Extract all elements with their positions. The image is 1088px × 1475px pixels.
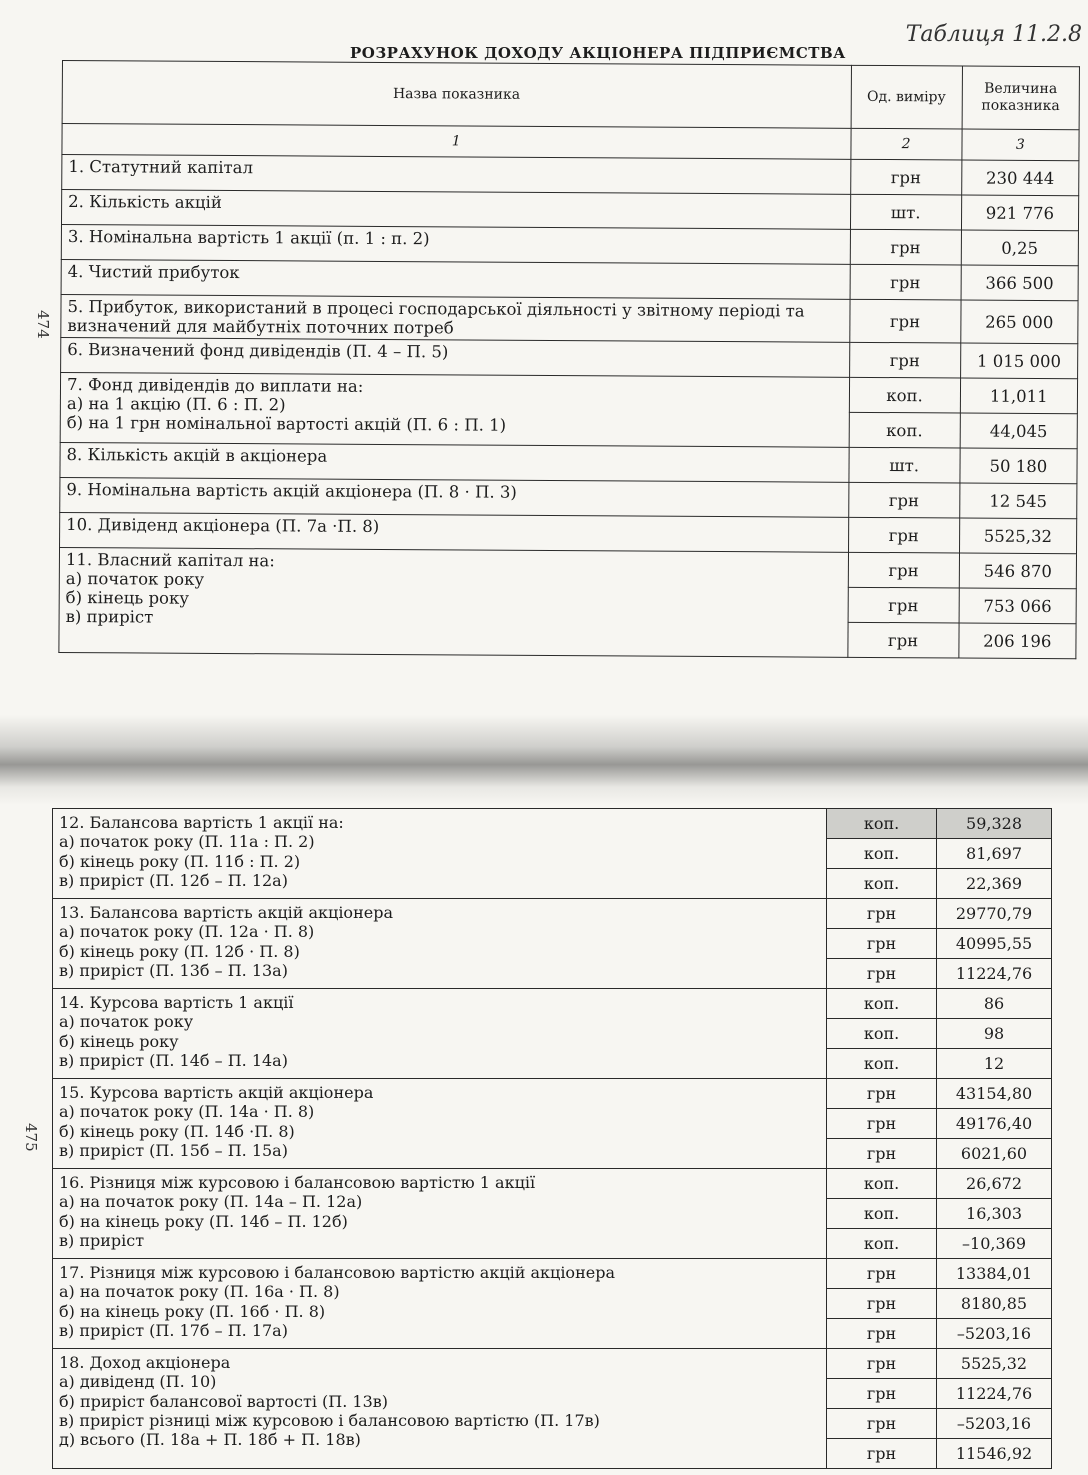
row-label: 8. Кількість акцій в акціонера [60,442,849,482]
page-number-bottom: 475 [22,1123,40,1152]
header-row [62,61,1079,130]
income-table-part-1 [58,60,1080,659]
row-label: 14. Курсова вартість 1 акції [59,993,294,1012]
row-label: б) приріст балансової вартості (П. 13в) [59,1391,389,1411]
row-unit: грн [827,899,937,929]
row-label: 12. Балансова вартість 1 акції на: [59,813,344,832]
row-value: 12 545 [959,483,1077,519]
row-unit: грн [848,517,959,553]
row-value: 26,672 [937,1169,1052,1199]
row-label: а) початок року (П. 12а · П. 8) [59,922,315,942]
row-label: б) кінець року [59,1031,179,1051]
row-value: 921 776 [961,195,1079,231]
row-label: 6. Визначений фонд дивідендів (П. 4 – П. 5) [61,337,850,377]
row-label: б) кінець року [65,588,190,608]
row-value: –10,369 [937,1229,1052,1259]
table-row [53,1169,1052,1199]
row-label: а) початок року (П. 14а · П. 8) [59,1102,315,1122]
row-unit: коп. [827,1229,937,1259]
column-number-2: 2 [850,128,961,160]
row-label: в) приріст (П. 13б – П. 13а) [59,960,288,980]
row-value: –5203,16 [937,1319,1052,1349]
row-unit: грн [827,1319,937,1349]
row-value: 13384,01 [937,1259,1052,1289]
row-label: 11. Власний капітал на: [65,550,275,571]
row-label-group [53,899,827,989]
row-unit: коп. [827,1199,937,1229]
table-row [53,1259,1052,1289]
column-number-1: 1 [62,124,851,160]
row-label: в) приріст [65,607,154,627]
row-unit: грн [827,1079,937,1109]
row-unit: грн [827,1409,937,1439]
row-value: 366 500 [961,265,1079,301]
row-unit: грн [848,587,959,623]
row-unit: коп. [849,412,960,448]
header-unit: Од. виміру [851,65,963,129]
row-label-group [53,1169,827,1259]
row-unit: грн [850,229,961,265]
row-label: 10. Дивіденд акціонера (П. 7а ·П. 8) [60,512,849,552]
row-label: а) дивіденд (П. 10) [59,1372,217,1392]
row-label: 2. Кількість акцій [61,190,850,230]
row-value: 49176,40 [937,1109,1052,1139]
row-label: 18. Доход акціонера [59,1353,231,1372]
row-value: 16,303 [937,1199,1052,1229]
row-unit: коп. [827,1019,937,1049]
row-label: б) кінець року (П. 12б · П. 8) [59,941,300,961]
row-label: 5. Прибуток, використаний в процесі господарської діяльності у звітному періоді та визначений для майбутніх поточних потреб [61,294,850,342]
row-value: 230 444 [961,160,1079,196]
table-row [53,1349,1052,1379]
header-value: Величина показника [962,66,1080,130]
row-unit: грн [827,1139,937,1169]
income-table-part-2 [52,808,1052,1469]
row-label-group [60,372,849,447]
row-label: 9. Номінальна вартість акцій акціонера (П. 8 · П. 3) [60,477,849,517]
row-label: а) початок року [65,569,205,589]
row-unit: коп. [827,869,937,899]
row-value: 43154,80 [937,1079,1052,1109]
row-value: 1 015 000 [960,343,1078,379]
row-unit: грн [827,1439,937,1469]
row-label: в) приріст різниці між курсовою і балансовою вартістю (П. 17в) [59,1410,600,1430]
table-row [53,899,1052,929]
row-label: в) приріст (П. 12б – П. 12а) [59,870,288,890]
row-unit: грн [827,929,937,959]
row-value: 81,697 [937,839,1052,869]
row-unit: коп. [827,809,937,839]
row-label-group [53,1079,827,1169]
row-unit: коп. [827,1049,937,1079]
row-label: 4. Чистий прибуток [61,259,850,299]
table-title: РОЗРАХУНОК ДОХОДУ АКЦІОНЕРА ПІДПРИЄМСТВА [350,44,846,62]
table-row [53,989,1052,1019]
row-label: 7. Фонд дивідендів до виплати на: [66,375,364,396]
row-label: д) всього (П. 18а + П. 18б + П. 18в) [59,1430,361,1450]
row-value: 11546,92 [937,1439,1052,1469]
row-value: –5203,16 [937,1409,1052,1439]
row-unit: грн [848,552,959,588]
row-label-group [53,809,827,899]
row-label: в) приріст (П. 17б – П. 17а) [59,1320,288,1340]
row-unit: грн [850,264,961,300]
row-label: а) початок року [59,1012,194,1032]
row-unit: грн [849,299,960,343]
row-unit: грн [827,1349,937,1379]
row-value: 206 196 [959,623,1077,659]
row-label: а) на початок року (П. 14а – П. 12а) [59,1192,363,1212]
row-label: 3. Номінальна вартість 1 акції (п. 1 : п. 2) [61,224,850,264]
row-unit: грн [827,1109,937,1139]
row-label: в) приріст (П. 14б – П. 14а) [59,1050,288,1070]
row-label-group [53,1349,827,1469]
row-unit: грн [827,1259,937,1289]
row-value: 11224,76 [937,959,1052,989]
row-label-group [53,989,827,1079]
row-label: а) початок року (П. 11а : П. 2) [59,832,315,852]
row-unit: грн [827,1379,937,1409]
row-value: 29770,79 [937,899,1052,929]
row-unit: шт. [850,194,961,230]
table-row [60,372,1077,413]
page-number-top: 474 [34,310,52,339]
table-row [61,294,1078,343]
row-value: 98 [937,1019,1052,1049]
row-label: б) кінець року (П. 14б ·П. 8) [59,1121,295,1141]
row-value: 11224,76 [937,1379,1052,1409]
row-value: 265 000 [960,300,1078,344]
row-label: 1. Статутний капітал [62,155,851,195]
row-unit: грн [847,622,958,658]
column-number-3: 3 [962,129,1079,161]
row-value: 8180,85 [937,1289,1052,1319]
table-row [53,809,1052,839]
row-unit: коп. [827,1169,937,1199]
row-label: в) приріст [59,1230,145,1250]
row-unit: грн [827,1289,937,1319]
row-label-group [59,547,848,657]
row-unit: шт. [848,447,959,483]
row-value: 5525,32 [937,1349,1052,1379]
row-value: 86 [937,989,1052,1019]
row-value: 40995,55 [937,929,1052,959]
row-value: 22,369 [937,869,1052,899]
row-value: 0,25 [961,230,1079,266]
row-label: б) на кінець року (П. 16б · П. 8) [59,1301,326,1321]
row-label: 16. Різниця між курсовою і балансовою вартістю 1 акції [59,1173,536,1192]
row-value: 12 [937,1049,1052,1079]
header-name: Назва показника [62,61,851,129]
row-label: а) на 1 акцію (П. 6 : П. 2) [66,394,286,415]
row-unit: грн [827,959,937,989]
table-row [59,547,1076,588]
row-value: 11,011 [960,378,1078,414]
row-unit: грн [849,342,960,378]
row-value: 50 180 [960,448,1078,484]
row-value: 753 066 [959,588,1077,624]
row-value: 6021,60 [937,1139,1052,1169]
row-unit: грн [850,159,961,195]
row-label-group [53,1259,827,1349]
row-value: 59,328 [937,809,1052,839]
table-caption: Таблиця 11.2.8 [905,22,1082,47]
row-unit: коп. [849,377,960,413]
row-value: 44,045 [960,413,1078,449]
row-label: б) на кінець року (П. 14б – П. 12б) [59,1211,348,1231]
row-label: 17. Різниця між курсовою і балансовою вартістю акцій акціонера [59,1263,615,1282]
row-label: 13. Балансова вартість акцій акціонера [59,903,393,922]
row-value: 5525,32 [959,518,1077,554]
row-unit: коп. [827,839,937,869]
row-label: б) на 1 грн номінальної вартості акцій (П. 6 : П. 1) [66,413,507,435]
row-label: в) приріст (П. 15б – П. 15а) [59,1140,288,1160]
row-unit: грн [848,482,959,518]
row-unit: коп. [827,989,937,1019]
row-label: б) кінець року (П. 11б : П. 2) [59,851,301,871]
row-label: а) на початок року (П. 16а · П. 8) [59,1282,340,1302]
row-value: 546 870 [959,553,1077,589]
table-row [53,1079,1052,1109]
row-label: 15. Курсова вартість акцій акціонера [59,1083,374,1102]
